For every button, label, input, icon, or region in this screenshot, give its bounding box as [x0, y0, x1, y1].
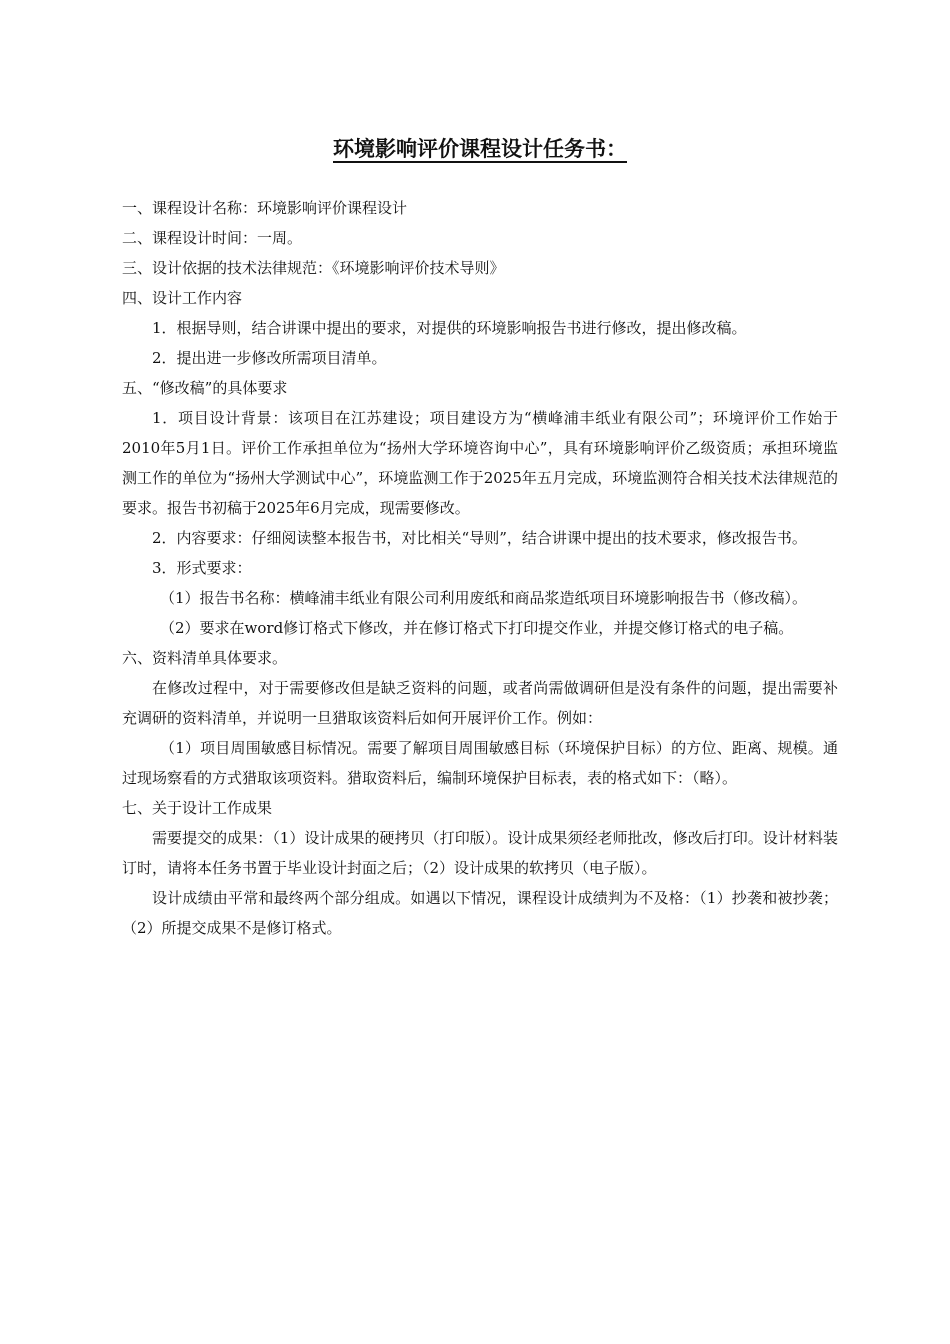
section-5-item-3-sub-1: （1）报告书名称：横峰浦丰纸业有限公司利用废纸和商品浆造纸项目环境影响报告书（修改稿）。 — [160, 589, 808, 607]
document-title: 环境影响评价课程设计任务书： — [333, 136, 627, 161]
section-4-item-2: 2．提出进一步修改所需项目清单。 — [152, 349, 387, 367]
section-6-paragraph-2: （1）项目周围敏感目标情况。需要了解项目周围敏感目标（环境保护目标）的方位、距离、规模。通过现场察看的方式猎取该项资料。猎取资料后，编制环境保护目标表，表的格式如下：（略）。 — [122, 739, 838, 787]
section-2-course-time: 二、课程设计时间：一周。 — [122, 229, 303, 247]
section-7-paragraph-1: 需要提交的成果：（1）设计成果的硬拷贝（打印版）。设计成果须经老师批改，修改后打印。设计材料装订时，请将本任务书置于毕业设计封面之后；（2）设计成果的软拷贝（电子版）。 — [122, 829, 838, 877]
section-7-heading: 七、关于设计工作成果 — [122, 799, 273, 817]
section-6-paragraph-1: 在修改过程中，对于需要修改但是缺乏资料的问题，或者尚需做调研但是没有条件的问题，提出需要补充调研的资料清单，并说明一旦猎取该资料后如何开展评价工作。例如： — [122, 679, 838, 727]
section-5-item-3-sub-2: （2）要求在word修订格式下修改，并在修订格式下打印提交作业，并提交修订格式的电子稿。 — [160, 619, 794, 637]
section-5-item-3: 3．形式要求： — [152, 559, 252, 577]
section-1-course-name: 一、课程设计名称：环境影响评价课程设计 — [122, 199, 408, 217]
section-5-heading: 五、“修改稿”的具体要求 — [122, 379, 288, 397]
section-5-item-2: 2．内容要求：仔细阅读整本报告书，对比相关“导则”，结合讲课中提出的技术要求，修改报告书。 — [152, 529, 807, 547]
section-6-heading: 六、资料清单具体要求。 — [122, 649, 288, 667]
section-7-paragraph-2: 设计成绩由平常和最终两个部分组成。如遇以下情况，课程设计成绩判为不及格：（1）抄袭和被抄袭；（2）所提交成果不是修订格式。 — [122, 889, 838, 937]
section-5-item-1: 1．项目设计背景：该项目在江苏建设；项目建设方为“横峰浦丰纸业有限公司”；环境评价工作始于2010年5月1日。评价工作承担单位为“扬州大学环境咨询中心”，具有环境影响评价乙级资质；承担环境监测工作的单位为“扬州大学测试中心”，环境监测工作于2025年五月完成，环境监测符合相关技术法律规范的要求。报告书初稿于2025年6月完成，现需要修改。 — [122, 409, 838, 517]
section-4-heading: 四、设计工作内容 — [122, 289, 243, 307]
section-3-technical-basis: 三、设计依据的技术法律规范：《环境影响评价技术导则》 — [122, 259, 505, 277]
section-4-item-1: 1．根据导则，结合讲课中提出的要求，对提供的环境影响报告书进行修改，提出修改稿。 — [152, 319, 747, 337]
